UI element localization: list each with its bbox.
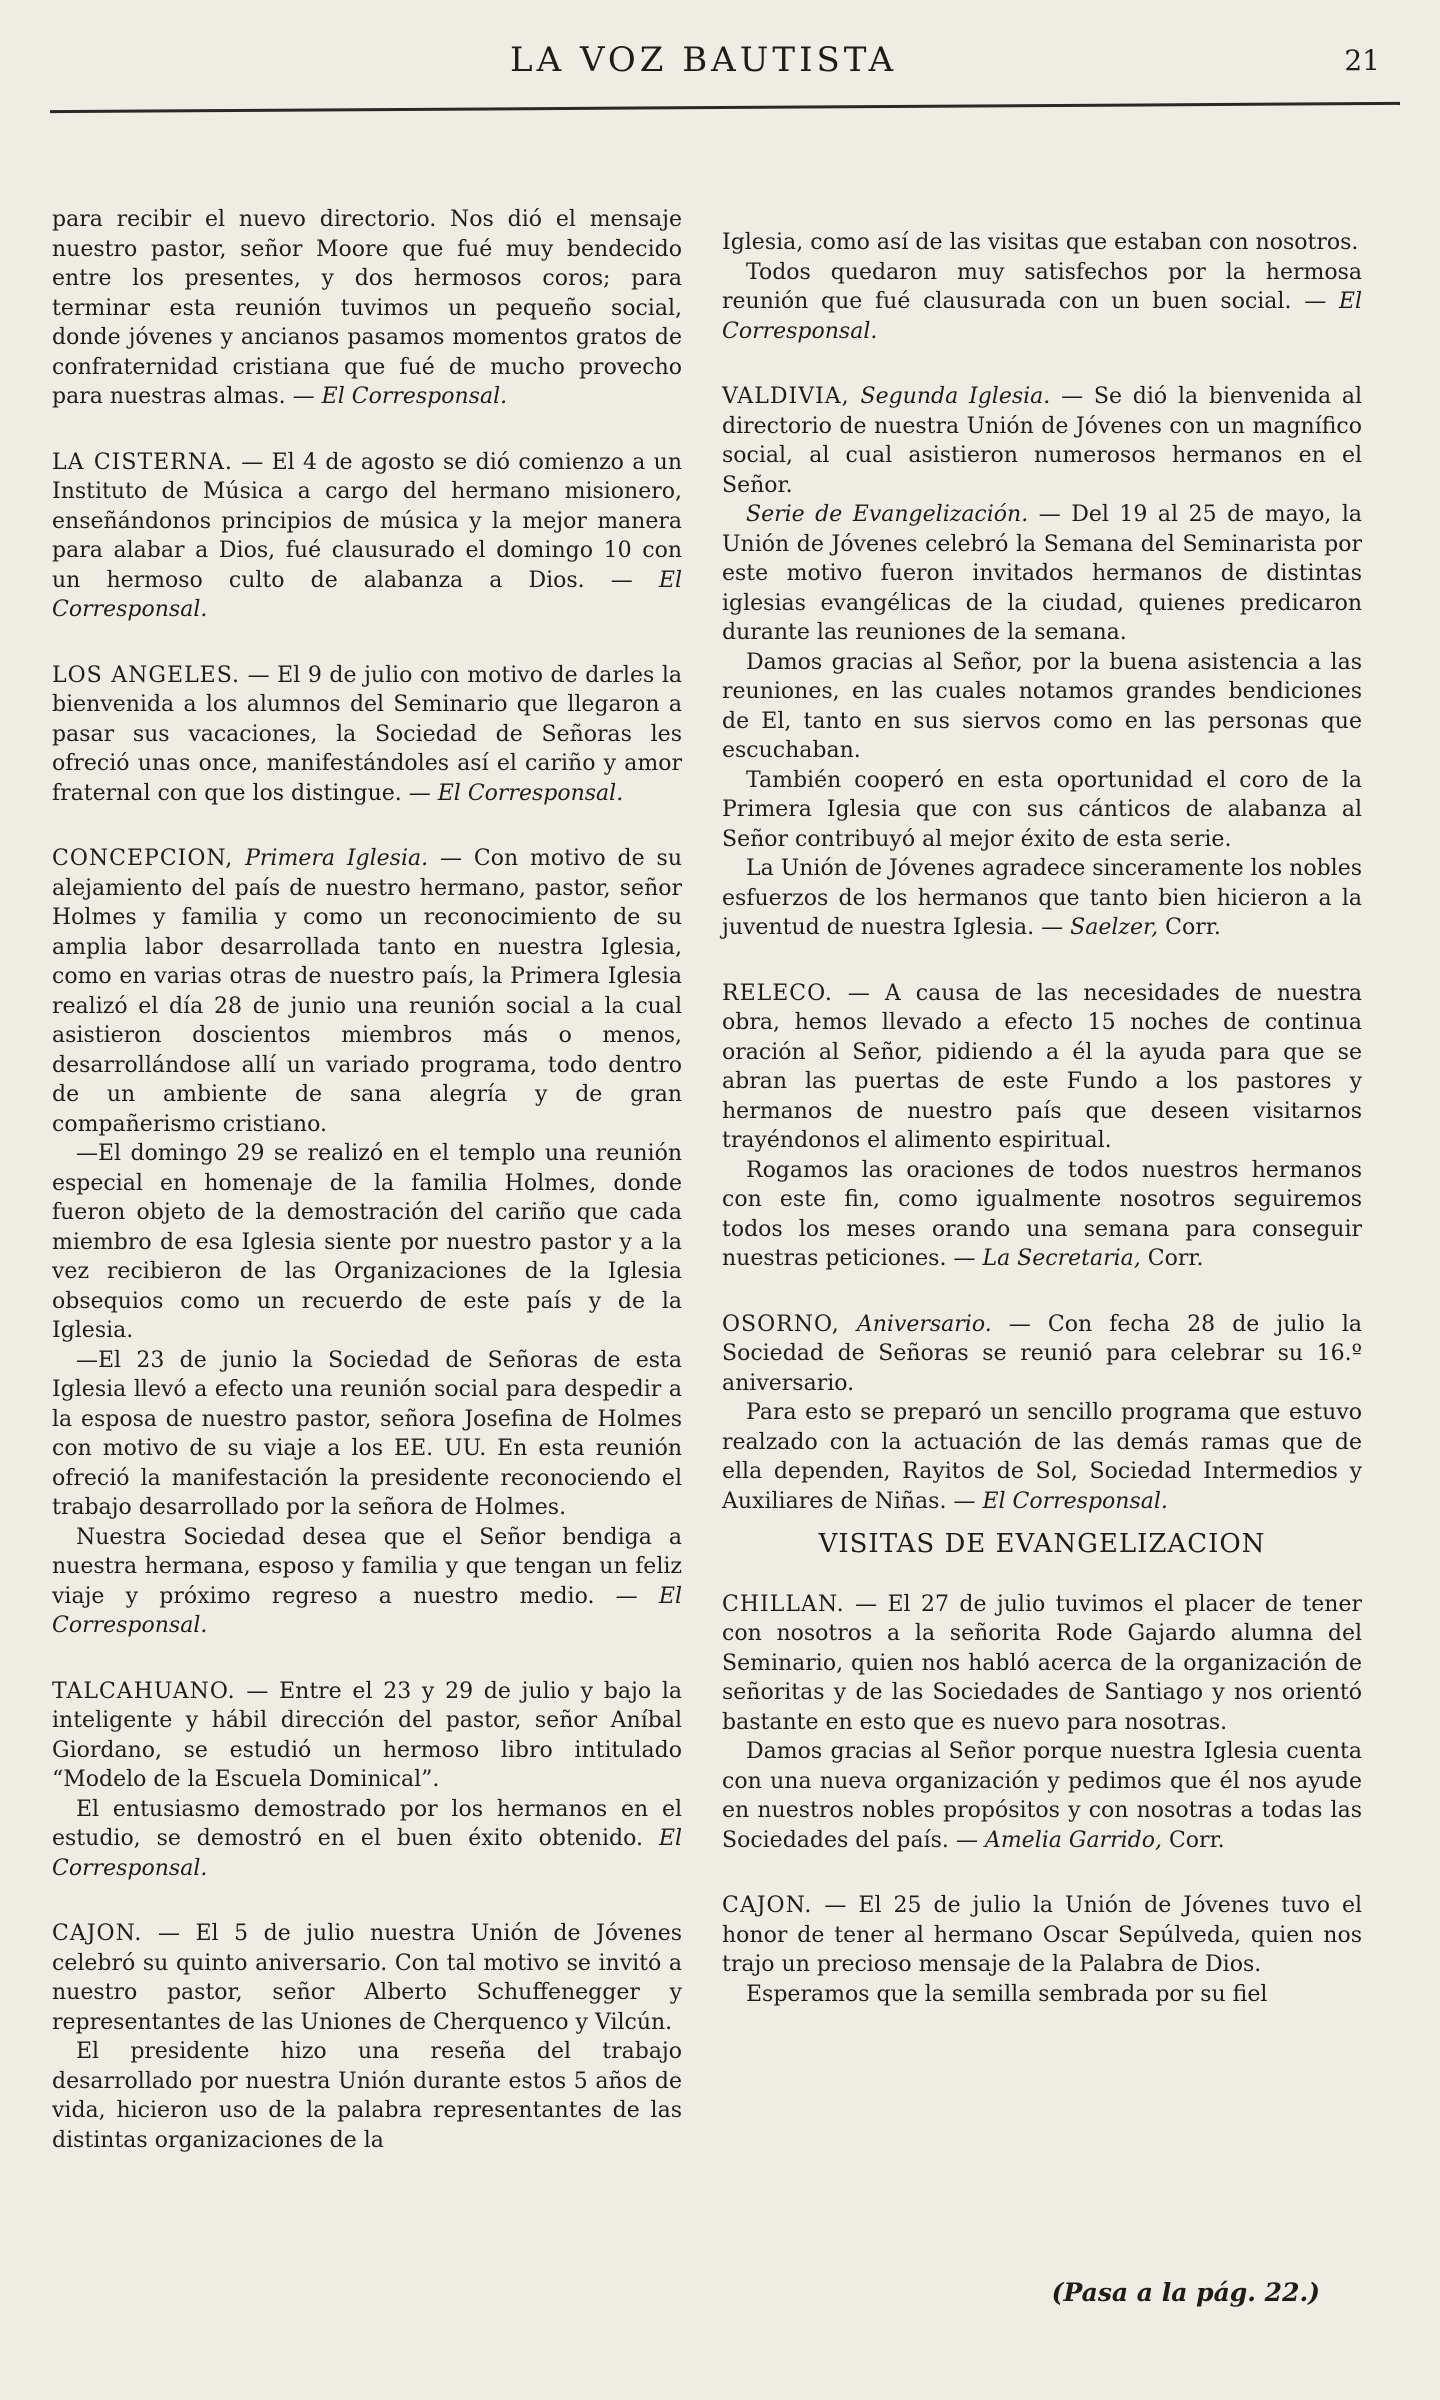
continued-note: (Pasa a la pág. 22.) — [1051, 2278, 1320, 2307]
article-concepcion: CONCEPCION, Primera Iglesia. — Con motivo de su alejamiento del país de nuestro hermano, pastor, señor Holmes y familia y como un reconocimiento de su amplia labor desarrollada tanto en nuestra Iglesia, como en varias otras de nuestro país, la Primera Iglesia realizó el día 28 de junio una reunión social a la cual asistieron doscientos miembros más o menos, desarrollándose allí un variado programa, todo dentro de un ambiente de sana alegría y de gran compañerismo cristiano. — [52, 846, 682, 1137]
article-valdivia-p4: También cooperó en esta oportunidad el coro de la Primera Iglesia que con sus cánticos de alabanza al Señor contribuyó al mejor éxito de esta serie. — [722, 767, 1362, 852]
page-number: 21 — [1344, 44, 1380, 77]
article-continuation: Iglesia, como así de las visitas que estaban con nosotros. — [722, 230, 1359, 255]
article-talcahuano-p2: El entusiasmo demostrado por los hermanos en el estudio, se demostró en el buen éxito obtenido. El Corresponsal. — [52, 1796, 682, 1881]
section-heading: VISITAS DE EVANGELIZACION — [818, 1529, 1266, 1559]
article-valdivia-p5: La Unión de Jóvenes agradece sinceramente los nobles esfuerzos de los hermanos que tanto bien hicieron a la juventud de nuestra Iglesia. — Saelzer, Corr. — [722, 856, 1362, 940]
article-cajon: CAJON. — El 5 de julio nuestra Unión de Jóvenes celebró su quinto aniversario. Con tal motivo se invitó a nuestro pastor, señor Alberto Schuffenegger y representantes de las Uniones de Cherquenco y Vilcún. — [52, 1921, 682, 2035]
article-valdivia: VALDIVIA, Segunda Iglesia. — Se dió la bienvenida al directorio de nuestra Unión de Jóvenes con un magnífico social, al cual asistieron numerosos hermanos en el Señor. — [722, 384, 1363, 498]
article-valdivia-series: Serie de Evangelización. — Del 19 al 25 de mayo, la Unión de Jóvenes celebró la Semana del Seminarista por este motivo fueron invitados hermanos de distintas iglesias evangélicas de la ciudad, quienes predicaron durante las reuniones de la semana. — [722, 502, 1363, 645]
article-concepcion-p3: —El 23 de junio la Sociedad de Señoras de esta Iglesia llevó a efecto una reunión social para despedir a la esposa de nuestro pastor, señora Josefina de Holmes con motivo de su viaje a los EE. UU. En esta reunión ofreció la manifestación la presidente reconociendo el trabajo desarrollado por la señora de Holmes. — [52, 1347, 682, 1520]
article-cajon-visit-p2: Esperamos que la semilla sembrada por su fiel — [746, 1981, 1268, 2007]
article-talcahuano: TALCAHUANO. — Entre el 23 y 29 de julio y bajo la inteligente y hábil dirección del pastor, señor Aníbal Giordano, se estudió un hermoso libro intitulado “Modelo de la Escuela Dominical”. — [52, 1678, 682, 1792]
article-los-angeles: LOS ANGELES. — El 9 de julio con motivo de darles la bienvenida a los alumnos del Seminario que llegaron a pasar sus vacaciones, la Sociedad de Señoras les ofreció unas once, manifestándoles así el cariño y amor fraternal con que los distingue. — El Corresponsal. — [52, 662, 682, 806]
article-releco-p2: Rogamos las oraciones de todos nuestros hermanos con este fin, como igualmente nosotros seguiremos todos los meses orando una semana para conseguir nuestras peticiones. — La Secretaria, Corr. — [722, 1157, 1362, 1271]
article-osorno: OSORNO, Aniversario. — Con fecha 28 de julio la Sociedad de Señoras se reunió para celebrar su 16.º aniversario. — [722, 1311, 1362, 1396]
right-column — [722, 228, 1362, 2009]
article-cajon-p2: El presidente hizo una reseña del trabajo desarrollado por nuestra Unión durante estos 5 años de vida, hicieron uso de la palabra representantes de las distintas organizaciones de la — [52, 2039, 682, 2153]
article-intro: para recibir el nuevo directorio. Nos dió el mensaje nuestro pastor, señor Moore que fué muy bendecido entre los presentes, y dos hermosos coros; para terminar esta reunión tuvimos un pequeño social, donde jóvenes y ancianos pasamos momentos gratos de confraternidad cristiana que fué de mucho provecho para nuestras almas. — El Corresponsal. — [52, 207, 682, 409]
article-continuation-p2: Todos quedaron muy satisfechos por la hermosa reunión que fué clausurada con un buen social. — El Corresponsal. — [722, 259, 1363, 344]
article-concepcion-p2: —El domingo 29 se realizó en el templo una reunión especial en homenaje de la familia Holmes, donde fueron objeto de la demostración del cariño que cada miembro de esa Iglesia siente por nuestro pastor y a la vez recibieron de las Organizaciones de la Iglesia obsequios como un recuerdo de este país y de la Iglesia. — [52, 1141, 682, 1343]
article-la-cisterna: LA CISTERNA. — El 4 de agosto se dió comienzo a un Instituto de Música a cargo del hermano misionero, enseñándonos principios de música y la mejor manera para alabar a Dios, fué clausurado el domingo 10 con un hermoso culto de alabanza a Dios. — El Corresponsal. — [52, 449, 683, 622]
header-rule — [50, 102, 1400, 113]
article-osorno-p2: Para esto se preparó un sencillo programa que estuvo realzado con la actuación de las demás ramas que de ella dependen, Rayitos de Sol, Sociedad Intermedios y Auxiliares de Niñas. — El Corresponsal. — [722, 1400, 1362, 1514]
article-valdivia-p3: Damos gracias al Señor, por la buena asistencia a las reuniones, en las cuales notamos grandes bendiciones de El, tanto en sus siervos como en las personas que escuchaban. — [722, 649, 1362, 763]
article-chillan-p2: Damos gracias al Señor porque nuestra Iglesia cuenta con una nueva organización y pedimos que él nos ayude en nuestros nobles propósitos y con nosotras a todas las Sociedades del país. — Amelia Garrido, Corr. — [722, 1739, 1362, 1853]
article-cajon-visit: CAJON. — El 25 de julio la Unión de Jóvenes tuvo el honor de tener al hermano Oscar Sepúlveda, quien nos trajo un precioso mensaje de la Palabra de Dios. — [722, 1893, 1362, 1977]
left-column — [52, 205, 682, 2155]
publication-title: LA VOZ BAUTISTA — [510, 40, 898, 80]
article-chillan: CHILLAN. — El 27 de julio tuvimos el placer de tener con nosotros a la señorita Rode Gajardo alumna del Seminario, quien nos habló acerca de la organización de señoritas y de las Sociedades de Santiago y nos orientó bastante en esto que es nuevo para nosotras. — [722, 1591, 1362, 1735]
article-releco: RELECO. — A causa de las necesidades de nuestra obra, hemos llevado a efecto 15 noches de continua oración al Señor, pidiendo a él la ayuda para que se abran las puertas de este Fundo a los pastores y hermanos de nuestro país que deseen visitarnos trayéndonos el alimento espiritual. — [722, 980, 1362, 1153]
article-concepcion-p4: Nuestra Sociedad desea que el Señor bendiga a nuestra hermana, esposo y familia y que tengan un feliz viaje y próximo regreso a nuestro medio. — El Corresponsal. — [52, 1524, 682, 1638]
page-header — [50, 40, 1400, 126]
